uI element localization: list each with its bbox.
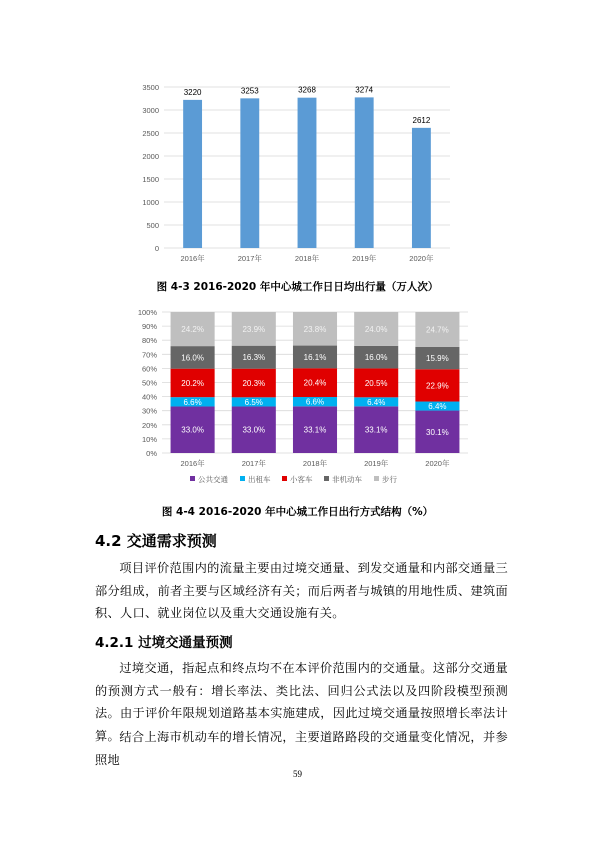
- data-label: 24.2%: [181, 325, 204, 335]
- legend-label: 公共交通: [198, 475, 228, 484]
- section-4-2-1-paragraph-1: 过境交通，指起点和终点均不在本评价范围内的交通量。这部分交通量的预测方式一般有：增长率法、类比法、回归公式法以及四阶段模型预测法。由于评价年限规划道路基本实施建成，因此过境交通量按照增长率法计算。: [95, 661, 508, 743]
- data-label: 15.9%: [426, 354, 449, 364]
- y-tick-label: 3500: [142, 83, 159, 92]
- y-tick-label: 50%: [141, 378, 157, 388]
- data-label: 20.3%: [242, 378, 266, 388]
- x-tick-label: 2019年: [352, 254, 377, 263]
- x-tick-label: 2018年: [294, 254, 320, 263]
- data-label: 6.4%: [367, 397, 386, 407]
- section-4-2-paragraph: 项目评价范围内的流量主要由过境交通量、到发交通量和内部交通量三部分组成，前者主要与区域经济有关；而后两者与城镇的用地性质、建筑面积、人口、就业岗位以及重大交通设施有关。: [95, 561, 508, 620]
- y-tick-label: 100%: [137, 308, 157, 317]
- data-label: 3220: [183, 87, 202, 97]
- legend-swatch: [240, 476, 245, 481]
- y-tick-label: 30%: [141, 406, 157, 416]
- legend-label: 步行: [382, 475, 397, 484]
- y-tick-label: 10%: [141, 434, 157, 444]
- data-label: 30.1%: [426, 427, 449, 437]
- y-tick-label: 3000: [142, 106, 159, 115]
- x-tick-label: 2017年: [237, 254, 262, 263]
- data-label: 20.5%: [364, 378, 388, 388]
- data-label: 20.4%: [303, 378, 327, 388]
- data-label: 6.6%: [183, 397, 202, 407]
- y-tick-label: 0: [154, 244, 159, 253]
- data-label: 16.0%: [181, 353, 204, 363]
- legend-label: 非机动车: [332, 475, 362, 484]
- x-tick-label: 2020年: [425, 459, 450, 468]
- data-label: 23.9%: [242, 324, 266, 334]
- legend-swatch: [282, 476, 287, 481]
- legend-label: 出租车: [248, 475, 271, 484]
- data-label: 24.7%: [426, 325, 449, 335]
- data-label: 3268: [298, 85, 316, 95]
- data-label: 16.0%: [364, 353, 388, 363]
- data-label: 16.1%: [303, 352, 327, 362]
- y-tick-label: 40%: [141, 392, 157, 402]
- data-label: 22.9%: [426, 381, 449, 391]
- x-tick-label: 2019年: [364, 459, 389, 468]
- data-label: 33.1%: [303, 425, 327, 435]
- y-tick-label: 90%: [141, 322, 157, 332]
- data-label: 33.1%: [364, 425, 388, 435]
- data-label: 20.2%: [181, 378, 204, 388]
- bar: [183, 100, 202, 248]
- page-number: 59: [293, 769, 302, 779]
- y-tick-label: 70%: [141, 350, 157, 360]
- y-tick-label: 2500: [142, 129, 159, 138]
- y-tick-label: 1000: [142, 198, 159, 207]
- bar: [412, 128, 431, 248]
- data-label: 6.6%: [305, 397, 325, 407]
- section-heading-4-2-1: 4.2.1 过境交通量预测: [95, 635, 233, 651]
- bar: [240, 98, 259, 248]
- section-heading-4-2: 4.2 交通需求预测: [95, 532, 217, 550]
- data-label: 33.0%: [242, 425, 266, 435]
- x-tick-label: 2016年: [180, 459, 205, 468]
- legend-swatch: [374, 476, 379, 481]
- y-tick-label: 20%: [141, 420, 157, 430]
- trips-bar-chart: [128, 78, 458, 266]
- legend-swatch: [190, 476, 195, 481]
- legend-swatch: [324, 476, 329, 481]
- y-tick-label: 2000: [142, 152, 159, 161]
- data-label: 3253: [240, 86, 259, 96]
- data-label: 2612: [412, 115, 431, 125]
- data-label: 6.5%: [244, 397, 263, 407]
- x-tick-label: 2018年: [302, 459, 328, 468]
- figure-4-4-caption: 图 4-4 2016-2020 年中心城工作日出行方式结构（%）: [161, 506, 434, 518]
- data-label: 3274: [355, 85, 374, 95]
- bar: [355, 97, 374, 248]
- section-4-2-1-paragraph-2: 结合上海市机动车的增长情况，主要道路路段的交通量变化情况，并参照地: [95, 730, 508, 767]
- x-tick-label: 2020年: [409, 254, 434, 263]
- data-label: 33.0%: [181, 425, 204, 435]
- data-label: 6.4%: [428, 402, 447, 412]
- bar: [298, 98, 317, 248]
- x-tick-label: 2016年: [180, 254, 205, 263]
- data-label: 16.3%: [242, 353, 266, 363]
- y-tick-label: 500: [146, 221, 159, 230]
- data-label: 24.0%: [364, 324, 388, 334]
- x-tick-label: 2017年: [241, 459, 266, 468]
- figure-4-3-caption: 图 4-3 2016-2020 年中心城工作日日均出行量（万人次）: [156, 281, 439, 293]
- data-label: 23.8%: [303, 324, 327, 334]
- y-tick-label: 1500: [142, 175, 159, 184]
- y-tick-label: 60%: [141, 364, 157, 374]
- y-tick-label: 80%: [141, 336, 157, 346]
- mode-share-stacked-chart: [128, 306, 473, 492]
- y-tick-label: 0%: [146, 449, 157, 458]
- legend-label: 小客车: [290, 475, 313, 484]
